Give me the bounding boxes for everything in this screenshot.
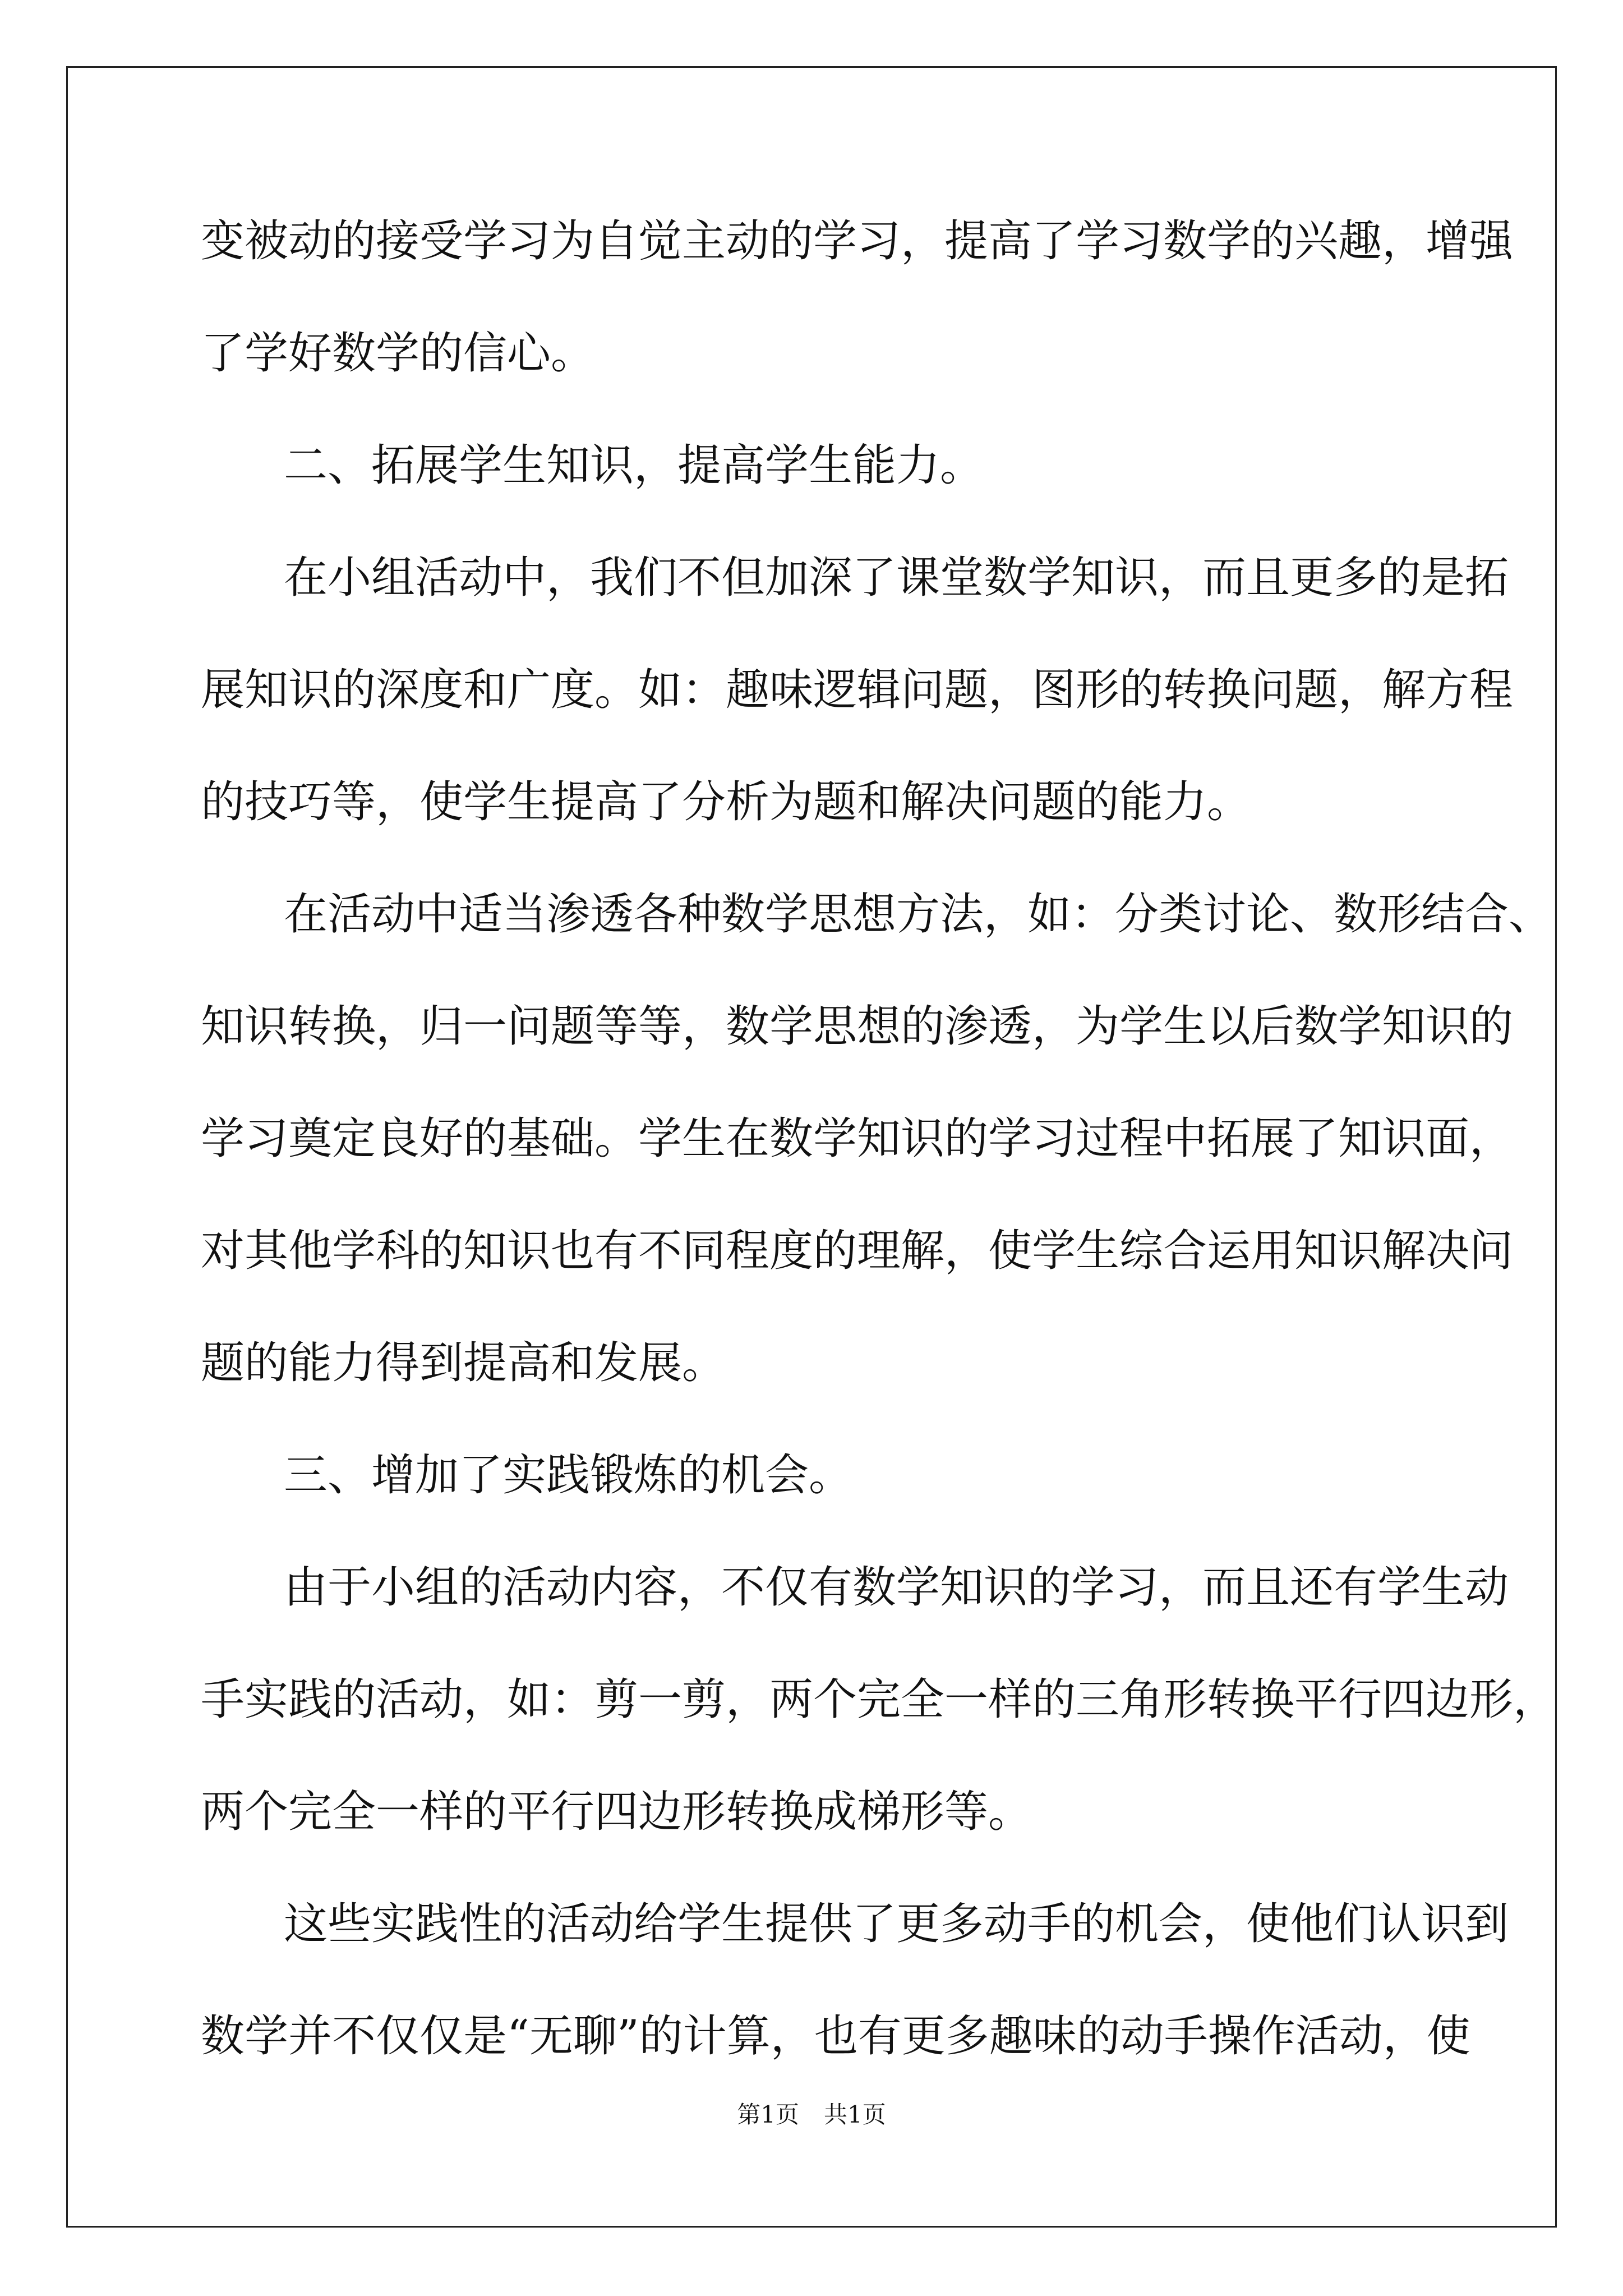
page-number-total: 共1页	[824, 2101, 886, 2128]
text-line: 知识转换，归一问题等等，数学思想的渗透，为学生以后数学知识的	[201, 1001, 1514, 1052]
text-line: 学习奠定良好的基础。学生在数学知识的学习过程中拓展了知识面，	[201, 1114, 1514, 1164]
text-line: 由于小组的活动内容，不仅有数学知识的学习，而且还有学生动	[284, 1562, 1509, 1613]
text-line: 展知识的深度和广度。如：趣味逻辑问题，图形的转换问题，解方程	[201, 665, 1514, 715]
section-heading: 三、增加了实践锻炼的机会。	[284, 1450, 853, 1501]
text-line: 对其他学科的知识也有不同程度的理解，使学生综合运用知识解决问	[201, 1226, 1514, 1276]
text-line: 题的能力得到提高和发展。	[201, 1338, 726, 1388]
page-number-current: 第1页	[737, 2101, 799, 2128]
text-line: 的技巧等，使学生提高了分析为题和解决问题的能力。	[201, 777, 1251, 827]
page-footer	[0, 2098, 1623, 2132]
text-line: 这些实践性的活动给学生提供了更多动手的机会，使他们认识到	[284, 1899, 1509, 1949]
text-line: 两个完全一样的平行四边形转换成梯形等。	[201, 1787, 1032, 1837]
text-line: 手实践的活动，如：剪一剪，两个完全一样的三角形转换平行四边形，	[201, 1674, 1557, 1725]
text-line: 数学并不仅仅是“无聊”的计算，也有更多趣味的动手操作活动，使	[201, 2011, 1470, 2062]
section-heading: 二、拓展学生知识，提高学生能力。	[284, 440, 984, 491]
text-line: 变被动的接受学习为自觉主动的学习，提高了学习数学的兴趣，增强	[201, 216, 1514, 266]
text-line: 在活动中适当渗透各种数学思想方法，如：分类讨论、数形结合、	[284, 889, 1553, 940]
text-line: 在小组活动中，我们不但加深了课堂数学知识，而且更多的是拓	[284, 553, 1509, 603]
text-line: 了学好数学的信心。	[201, 328, 595, 379]
